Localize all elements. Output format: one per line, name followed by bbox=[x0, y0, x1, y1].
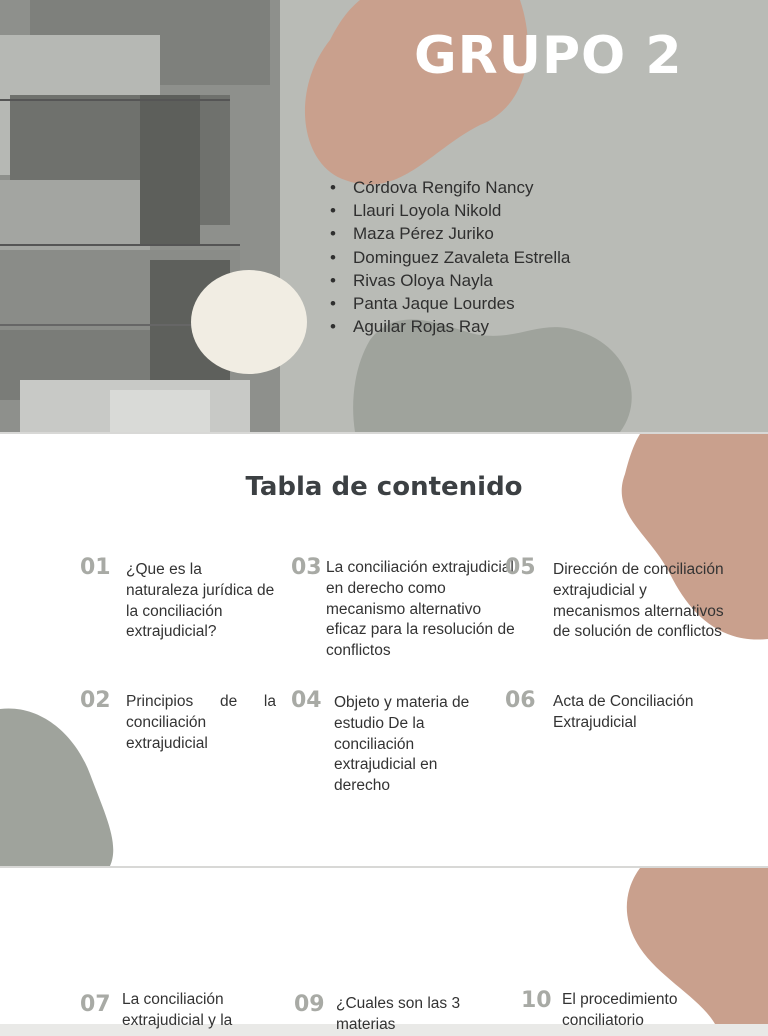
member-item: • Panta Jaque Lourdes bbox=[330, 292, 570, 315]
item-number: 03 bbox=[291, 555, 322, 580]
item-number: 05 bbox=[505, 555, 536, 580]
item-number: 02 bbox=[80, 688, 111, 713]
member-item: • Llauri Loyola Nikold bbox=[330, 199, 570, 222]
member-item: • Aguilar Rojas Ray bbox=[330, 315, 570, 338]
gray-blob bbox=[0, 708, 113, 866]
toc-slide bbox=[0, 434, 768, 866]
toc-item-text: ¿Que es la naturaleza jurídica de la conciliación extrajudicial? bbox=[126, 561, 275, 641]
member-list bbox=[330, 176, 570, 338]
member-item: • Dominguez Zavaleta Estrella bbox=[330, 246, 570, 269]
toc-item-text: El procedimiento conciliatorio bbox=[562, 991, 678, 1029]
item-number: 10 bbox=[521, 988, 552, 1013]
toc-slide-continued bbox=[0, 868, 768, 1033]
toc-item-text: La conciliación extrajudicial y la bbox=[122, 991, 233, 1029]
item-number: 07 bbox=[80, 992, 111, 1017]
cream-blob bbox=[191, 270, 307, 374]
toc-item-text: La conciliación extrajudicial en derecho como mecanismo alternativo eficaz para la resolución de conflictos bbox=[326, 559, 515, 660]
cover-slide bbox=[0, 0, 768, 432]
toc-item-text: Objeto y materia de estudio De la conciliación extrajudicial en derecho bbox=[334, 694, 470, 795]
item-number: 04 bbox=[291, 688, 322, 713]
toc-item-text: Dirección de conciliación extrajudicial y mecanismos alternativos de solución de conflictos bbox=[553, 561, 724, 641]
slide-title: GRUPO 2 bbox=[414, 26, 683, 86]
item-number: 06 bbox=[505, 688, 536, 713]
toc-item-text: Principios de la conciliación extrajudicial bbox=[126, 693, 276, 752]
section-title: Tabla de contenido bbox=[245, 472, 523, 502]
item-number: 09 bbox=[294, 992, 325, 1017]
member-item: • Rivas Oloya Nayla bbox=[330, 269, 570, 292]
toc-item-text: ¿Cuales son las 3 materias bbox=[336, 995, 461, 1033]
member-item: • Córdova Rengifo Nancy bbox=[330, 176, 570, 199]
member-item: • Maza Pérez Juriko bbox=[330, 222, 570, 245]
item-number: 01 bbox=[80, 555, 111, 580]
toc-item-text: Acta de Conciliación Extrajudicial bbox=[553, 693, 694, 731]
